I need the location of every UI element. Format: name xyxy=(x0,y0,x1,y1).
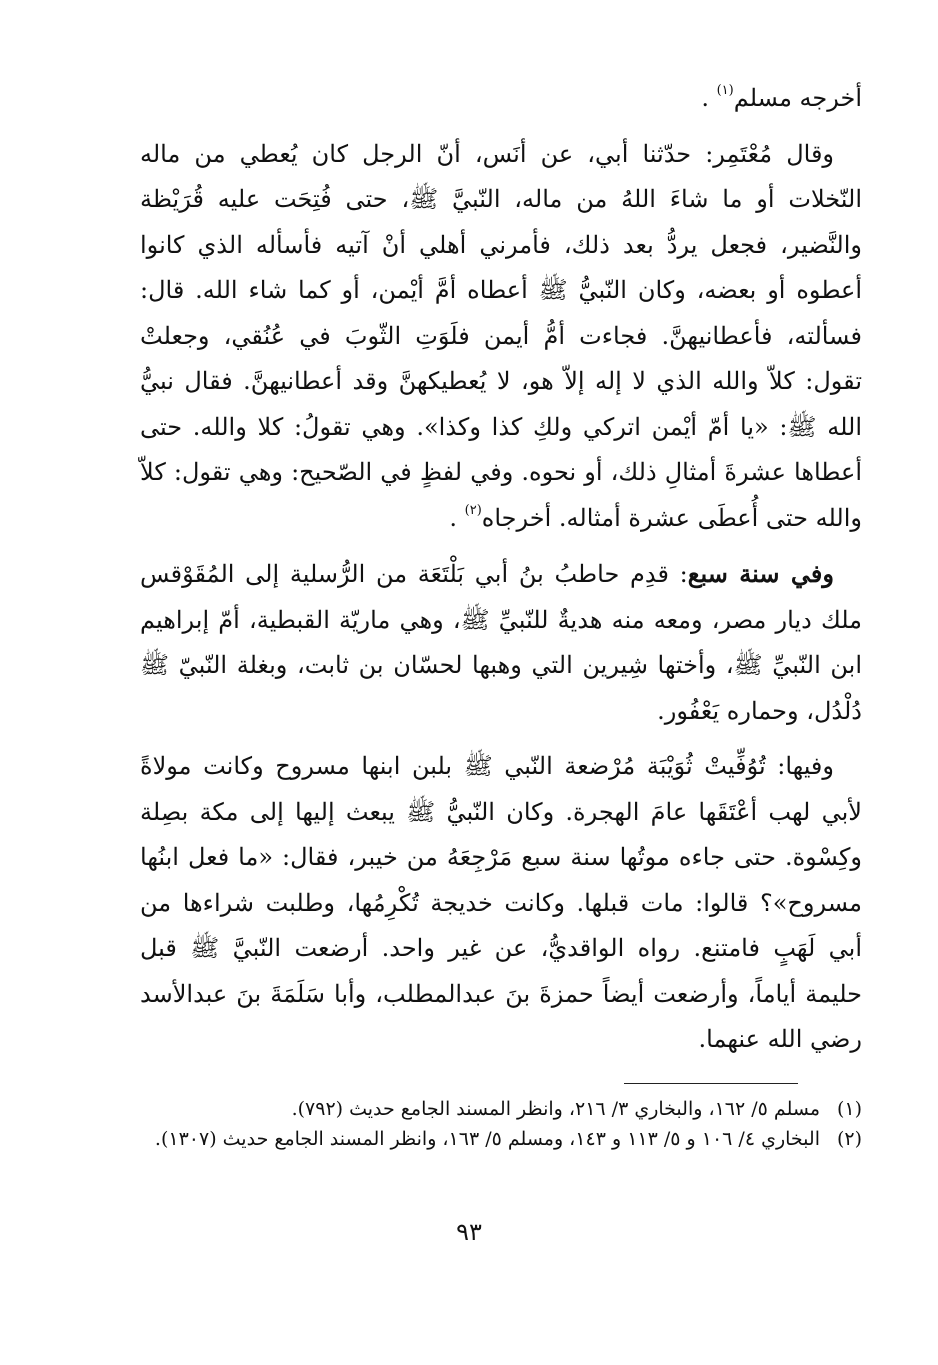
paragraph-1-tail: . xyxy=(701,84,717,112)
footnote-ref-1: (١) xyxy=(716,83,734,98)
footnote-ref-2: (٢) xyxy=(464,502,482,518)
footnotes xyxy=(140,1094,862,1154)
footnote-separator xyxy=(624,1083,798,1084)
footnote-2-text: البخاري ٤/ ١٠٦ و ٥/ ١١٣ و ١٤٣، ومسلم ٥/ ١٦٣، وانظر المسند الجامع حديث (١٣٠٧). xyxy=(154,1128,820,1150)
paragraph-1-text: أخرجه مسلم xyxy=(733,84,862,112)
paragraph-3-text: : قدِم حاطبُ بنُ أبي بَلْتَعَة من الرُّسلية إلى المُقَوْقس ملك ديار مصر، ومعه منه هديةٌ للنّبيِّ ﷺ، وهي ماريّة القبطية، أمّ إبراهيم ابن النّبيِّ ﷺ، وأختها شِيرين التي وهبها لحسّان بن ثابت، وبغلة النّبيّ ﷺ دُلْدُل، وحماره يَعْفُور. xyxy=(140,560,862,725)
paragraph-4 xyxy=(140,744,862,1063)
paragraph-2-tail: . xyxy=(449,503,465,532)
paragraph-1 xyxy=(140,76,862,122)
paragraph-2-text: وقال مُعْتَمِر: حدّثنا أبي، عن أنَس، أنّ الرجل كان يُعطي من ماله النّخلات أو ما شاءَ اللهُ من ماله، النّبيَّ ﷺ، حتى فُتِحَت عليه قُرَيْظة والنَّضير، فجعل يردُّ بعد ذلك، فأمرني أهلي أنْ آتيه فأسأله الذي كانوا أعطوه أو بعضه، وكان النّبيُّ ﷺ أعطاه أمَّ أيْمن، أو كما شاء الله. قال: فسألته، فأعطانيهنَّ. فجاءت أمُّ أيمن فلَوَتِ الثّوبَ في عُنُقي، وجعلتْ تقول: كلاّ والله الذي لا إله إلاّ هو، لا يُعطيكهنَّ وقد أعطانيهنَّ. فقال نبيُّ الله ﷺ: «يا أمّ أيْمن اتركي ولكِ كذا وكذا». وهي تقولُ: كلا والله. حتى أعطاها عشرةَ أمثالِ ذلك، أو نحوه. وفي لفظٍ في الصّحيح: وهي تقول: كلاّ والله حتى أُعطَى عشرة أمثاله. أخرجاه xyxy=(140,139,862,532)
paragraph-2 xyxy=(140,132,862,542)
footnote-2-number: (٢) xyxy=(836,1128,862,1150)
paragraph-4-text: وفيها: تُوُفِّيتْ ثُوَيْبَة مُرْضعة النّبي ﷺ بلبن ابنها مسروح وكانت مولاةً لأبي لهب أعْتَقَها عامَ الهجرة. وكان النّبيُّ ﷺ يبعث إليها إلى مكة بصِلة وكِسْوة. حتى جاءه موتُها سنة سبع مَرْجِعَهُ من خيبر، فقال: «ما فعل ابنُها مسروح»؟ قالوا: مات قبلها. وكانت خديجة تُكْرِمُها، وطلبت شراءها من أبي لَهَبٍ فامتنع. رواه الواقديُّ، عن غير واحد. أرضعت النّبيَّ ﷺ قبل حليمة أياماً، وأرضعت أيضاً حمزةَ بنَ عبدالمطلب، وأبا سَلَمَةَ بنَ عبدالأسد رضي الله عنهما. xyxy=(140,752,863,1053)
paragraph-3-lead: وفي سنة سبع xyxy=(687,559,834,588)
footnote-1-number: (١) xyxy=(836,1098,862,1120)
main-text xyxy=(140,76,862,1063)
footnote-2 xyxy=(140,1124,862,1154)
paragraph-3 xyxy=(140,551,862,734)
page-number: ٩٣ xyxy=(456,1218,482,1246)
footnote-1-text: مسلم ٥/ ١٦٢، والبخاري ٣/ ٢١٦، وانظر المسند الجامع حديث (٧٩٢). xyxy=(291,1098,820,1120)
footnote-1 xyxy=(140,1094,862,1124)
